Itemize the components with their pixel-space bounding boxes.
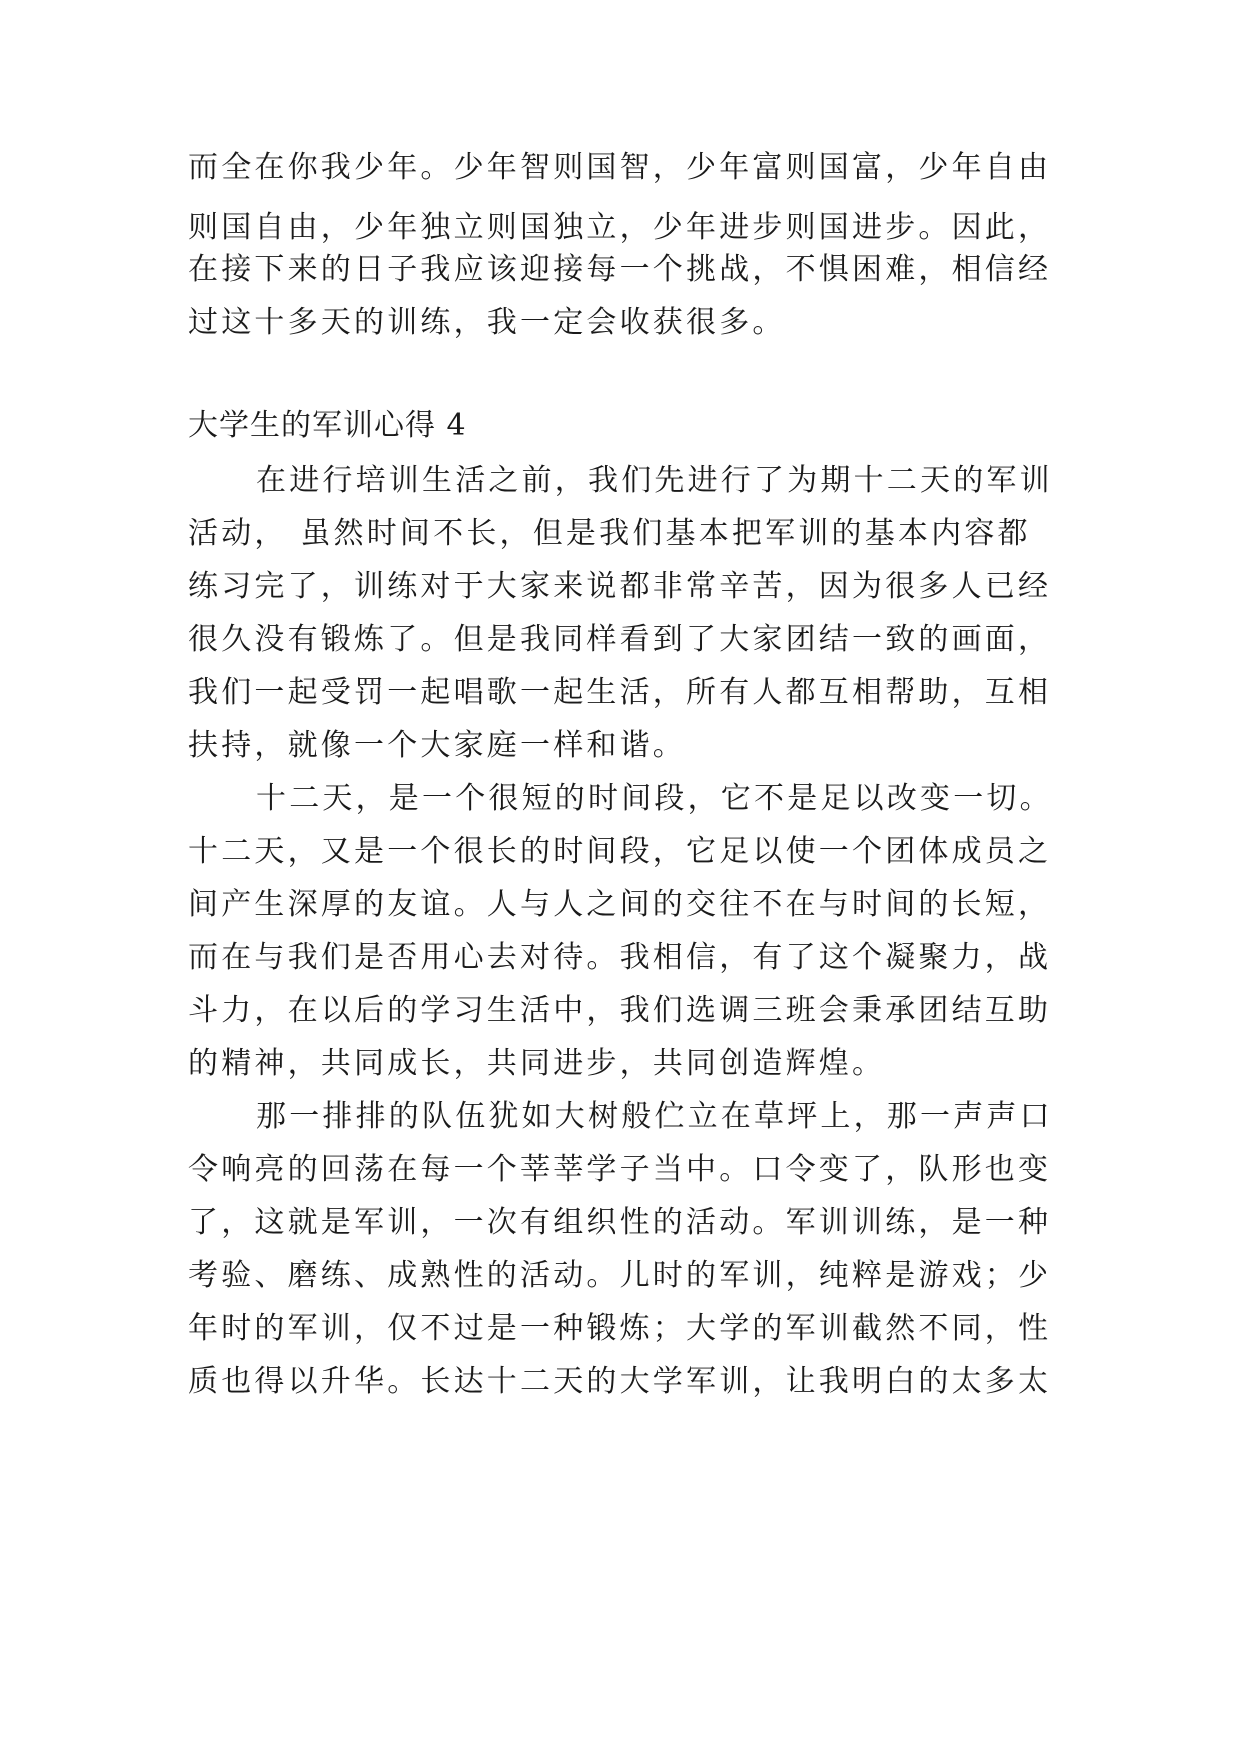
paragraph-2-line-6: 扶持，就像一个大家庭一样和谐。 — [188, 728, 686, 763]
paragraph-4-line-1: 那一排排的队伍犹如大树般伫立在草坪上，那一声声口 — [256, 1099, 1053, 1134]
paragraph-3-line-5: 斗力，在以后的学习生活中，我们选调三班会秉承团结互助 — [188, 993, 1052, 1028]
paragraph-2-line-1: 在进行培训生活之前，我们先进行了为期十二天的军训 — [256, 463, 1053, 498]
paragraph-3-line-4: 而在与我们是否用心去对待。我相信，有了这个凝聚力，战 — [188, 940, 1052, 975]
paragraph-2-line-5: 我们一起受罚一起唱歌一起生活，所有人都互相帮助，互相 — [188, 675, 1052, 710]
paragraph-2-line-4: 很久没有锻炼了。但是我同样看到了大家团结一致的画面， — [188, 622, 1052, 657]
paragraph-2-line-2: 活动， 虽然时间不长，但是我们基本把军训的基本内容都 — [188, 516, 1031, 551]
section-heading: 大学生的军训心得 4 — [188, 408, 467, 443]
paragraph-4-line-2: 令响亮的回荡在每一个莘莘学子当中。口令变了，队形也变 — [188, 1152, 1052, 1187]
paragraph-3-line-1: 十二天，是一个很短的时间段，它不是足以改变一切。 — [256, 781, 1053, 816]
paragraph-2-line-3: 练习完了，训练对于大家来说都非常辛苦，因为很多人已经 — [188, 569, 1052, 604]
paragraph-4-line-4: 考验、磨练、成熟性的活动。儿时的军训，纯粹是游戏；少 — [188, 1258, 1052, 1293]
paragraph-4-line-3: 了，这就是军训，一次有组织性的活动。军训训练，是一种 — [188, 1205, 1052, 1240]
paragraph-1-line-2: 则国自由，少年独立则国独立，少年进步则国进步。因此， — [188, 210, 1052, 245]
paragraph-4-line-6: 质也得以升华。长达十二天的大学军训，让我明白的太多太 — [188, 1364, 1052, 1399]
paragraph-3-line-3: 间产生深厚的友谊。人与人之间的交往不在与时间的长短， — [188, 887, 1052, 922]
paragraph-4-line-5: 年时的军训，仅不过是一种锻炼；大学的军训截然不同，性 — [188, 1311, 1052, 1346]
paragraph-3-line-6: 的精神，共同成长，共同进步，共同创造辉煌。 — [188, 1046, 886, 1081]
paragraph-1-line-4: 过这十多天的训练，我一定会收获很多。 — [188, 305, 786, 340]
paragraph-1-line-3: 在接下来的日子我应该迎接每一个挑战，不惧困难，相信经 — [188, 252, 1052, 287]
paragraph-3-line-2: 十二天，又是一个很长的时间段，它足以使一个团体成员之 — [188, 834, 1052, 869]
paragraph-1-line-1: 而全在你我少年。少年智则国智，少年富则国富，少年自由 — [188, 150, 1052, 185]
